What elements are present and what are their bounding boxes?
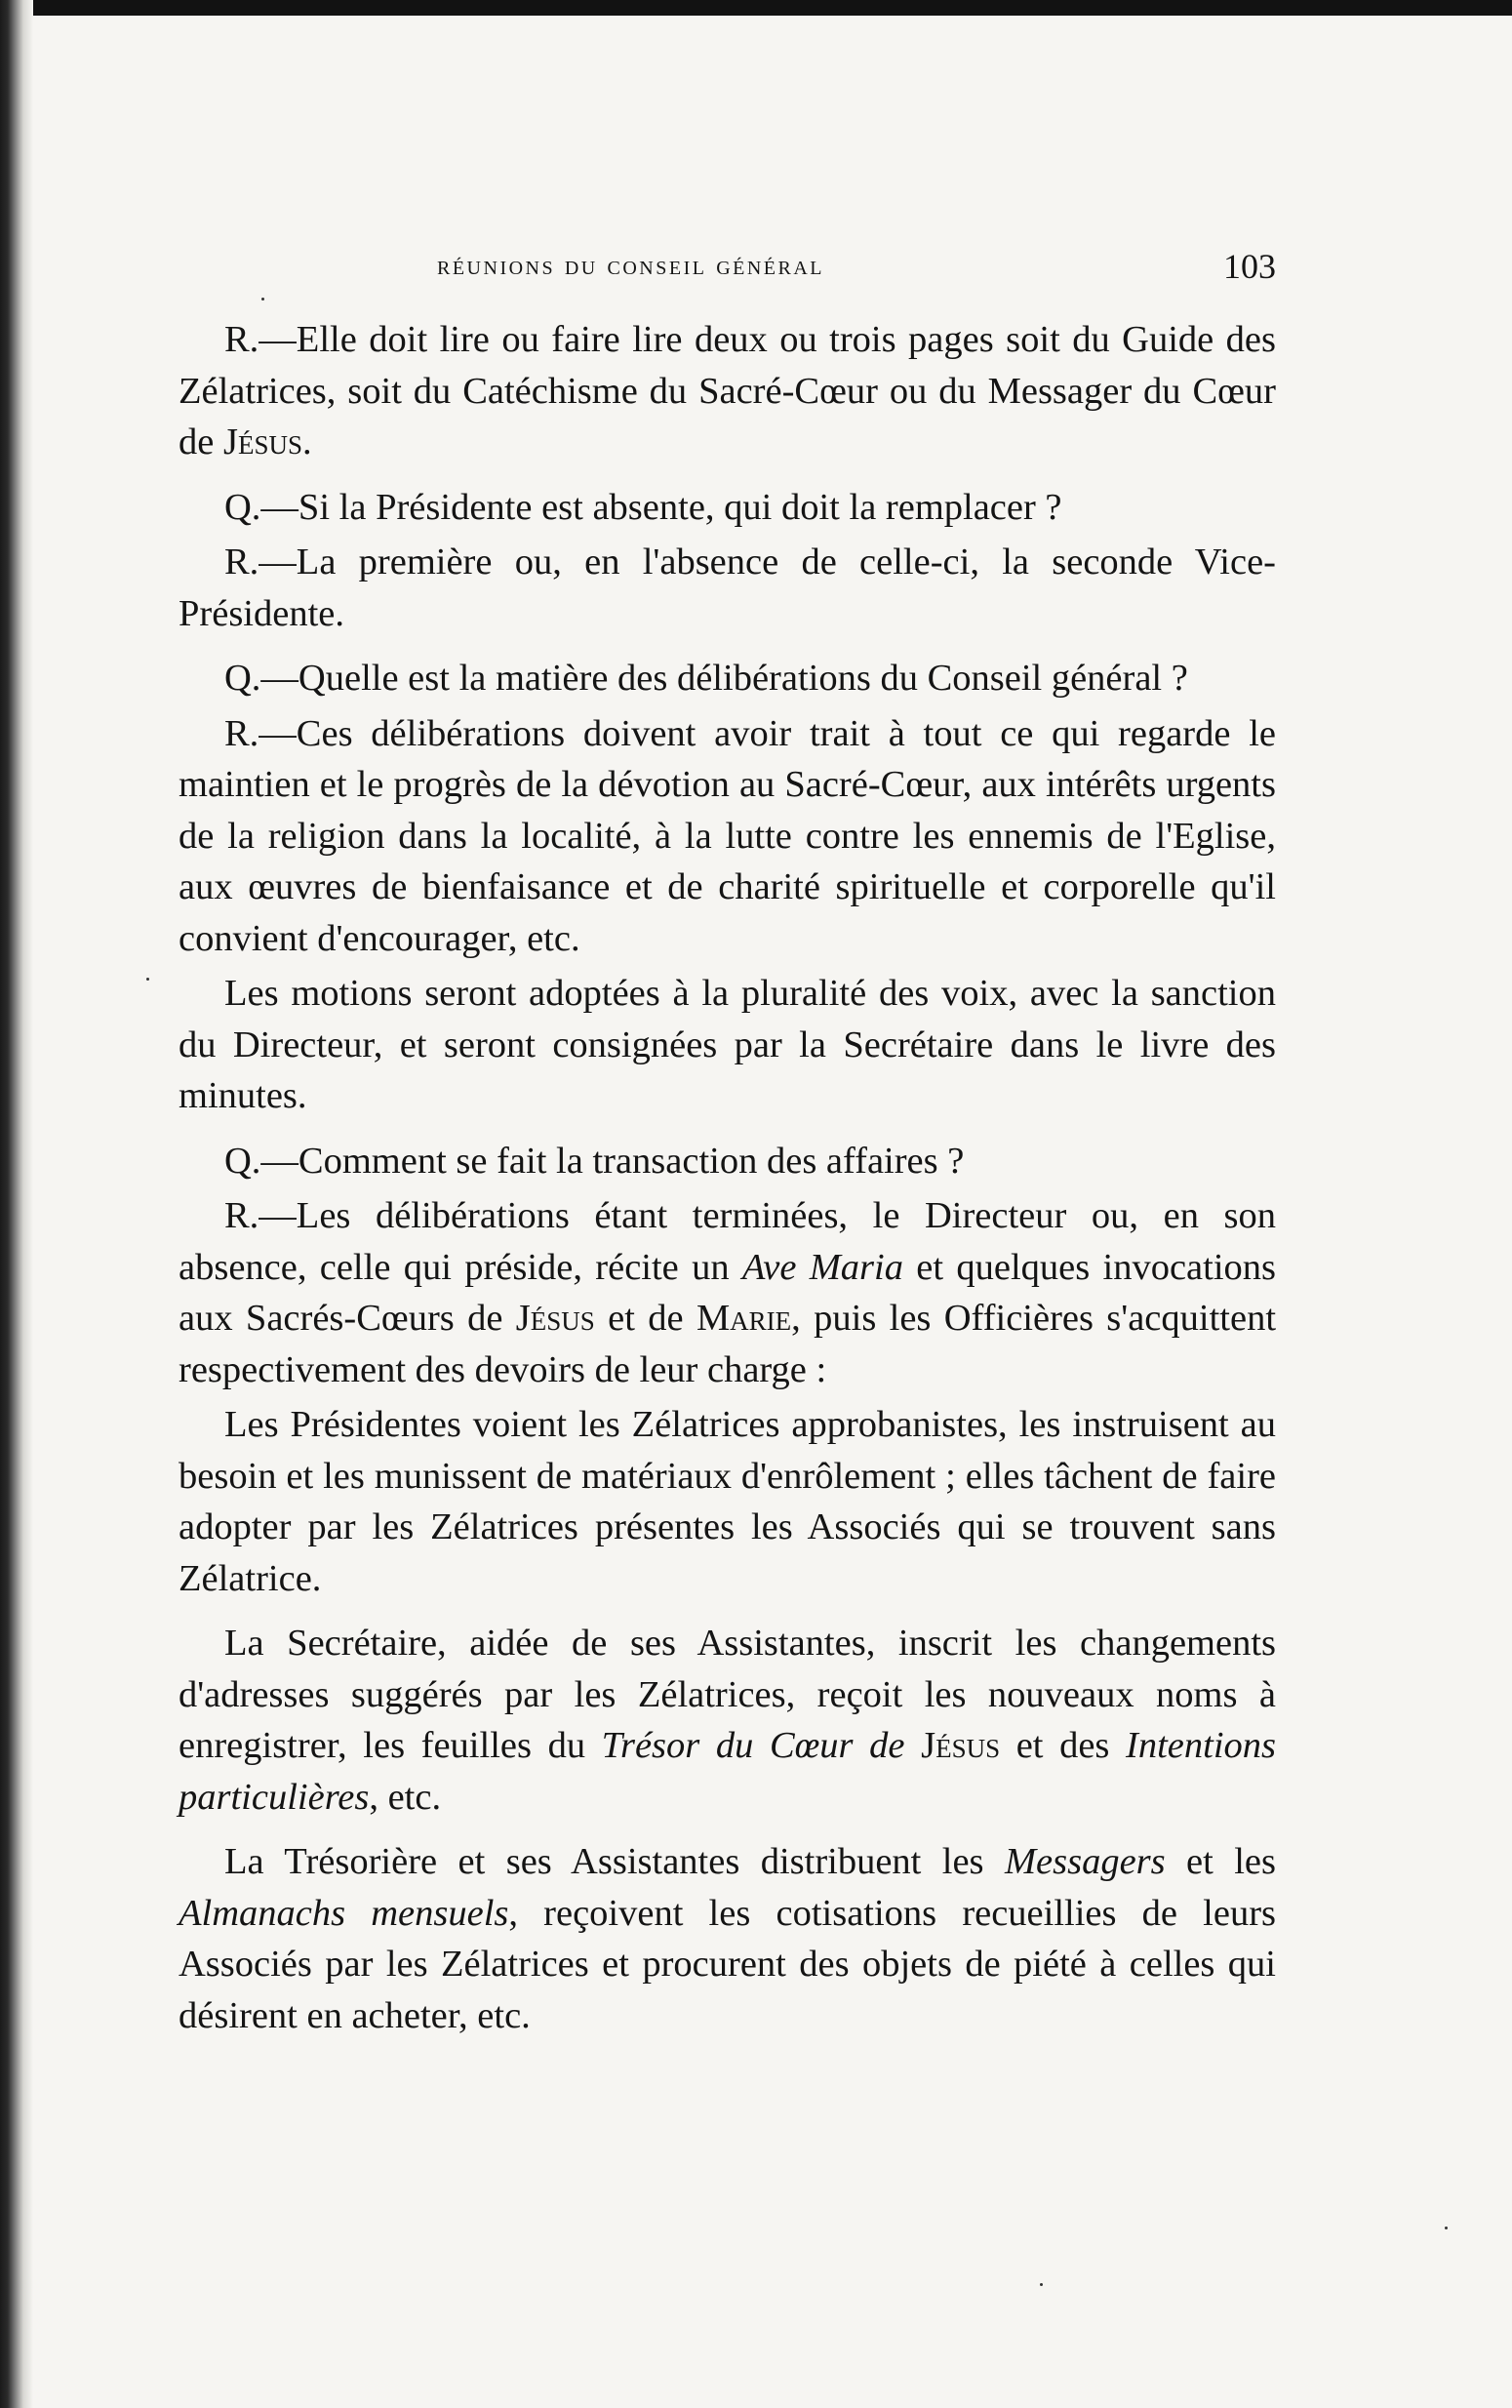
- paragraph-1: [179, 314, 1276, 468]
- text-run: La Trésorière et ses Assistantes distribuent les: [224, 1841, 1005, 1882]
- ink-speck: [146, 978, 149, 981]
- body-text: [179, 314, 1276, 2041]
- small-caps-name: Jésus: [921, 1725, 1001, 1766]
- text-run: et quelques invocations aux Sacrés-Cœurs de: [179, 1246, 1277, 1339]
- running-head: [179, 244, 1276, 293]
- small-caps-name: Jésus: [515, 1298, 595, 1339]
- text-run: et des: [1000, 1725, 1127, 1766]
- text-run: R.—Elle doit lire ou faire lire deux ou trois pages soit du Guide des Zélatrices, soit du Catéchisme du Sacré-Cœur ou du Messager du Cœur de: [179, 319, 1276, 462]
- paragraph-7: Q.—Comment se fait la transaction des affaires ?: [224, 1140, 965, 1182]
- paragraph-4: Q.—Quelle est la matière des délibérations du Conseil général ?: [224, 658, 1188, 699]
- text-run: et les: [1165, 1841, 1276, 1882]
- small-caps-name: Marie: [696, 1298, 792, 1339]
- text-run: et de: [594, 1298, 696, 1339]
- text-run: R.—Les délibérations étant terminées, le Directeur ou, en son absence, celle qui préside, récite un: [179, 1195, 1276, 1288]
- text-run: La Secrétaire, aidée de ses Assistantes, inscrit les changements d'adresses suggérés par les Zélatrices, reçoit les nouveaux noms à enregistrer, les feuilles du: [179, 1623, 1276, 1766]
- paragraph-2: Q.—Si la Présidente est absente, qui doit la remplacer ?: [224, 486, 1062, 528]
- italic-title: Intentions particulières: [179, 1725, 1276, 1818]
- scan-binding-edge: [0, 0, 33, 2408]
- ink-speck: [1040, 2283, 1043, 2286]
- paragraph-9: Les Présidentes voient les Zélatrices approbanistes, les instruisent au besoin et les munissent de matériaux d'enrôlement ; elles tâchent de faire adopter par les Zélatrices présentes les Associés qui se trouvent sans Zélatrice.: [179, 1404, 1276, 1599]
- small-caps-name: Jésus: [222, 421, 302, 462]
- italic-title: Messagers: [1004, 1841, 1166, 1882]
- paragraph-5: R.—Ces délibérations doivent avoir trait à tout ce qui regarde le maintien et le progrès de la dévotion au Sacré-Cœur, aux intérêts urgents de la religion dans la localité, à la lutte contre les ennemis de l'Eglise, aux œuvres de bienfaisance et de charité spirituelle et corporelle qu'il convient d'encourager, etc.: [179, 712, 1276, 959]
- paragraph-3: R.—La première ou, en l'absence de celle-ci, la seconde Vice-Présidente.: [179, 542, 1276, 634]
- paragraph-6: Les motions seront adoptées à la pluralité des voix, avec la sanction du Directeur, et seront consignées par la Secrétaire dans le livre des minutes.: [179, 973, 1276, 1116]
- running-title: réunions du conseil général: [437, 250, 825, 281]
- scan-top-edge: [0, 0, 1512, 16]
- paragraph-11: [179, 1836, 1276, 2041]
- text-run: [904, 1725, 921, 1766]
- italic-title: Trésor du Cœur de: [601, 1725, 905, 1766]
- paragraph-8: [179, 1190, 1276, 1395]
- paragraph-10: [179, 1618, 1276, 1823]
- book-page: [179, 244, 1276, 2045]
- text-run: , reçoivent les cotisations recueillies de leurs Associés par les Zélatrices et procurent des objets de piété à celles qui désirent en acheter, etc.: [179, 1892, 1276, 2036]
- text-run: , puis les Officières s'acquittent respectivement des devoirs de leur charge :: [179, 1298, 1277, 1390]
- text-run: .: [301, 421, 312, 462]
- page-number: 103: [1223, 247, 1276, 286]
- ink-speck: [1445, 2227, 1448, 2229]
- italic-title: Almanachs mensuels: [179, 1892, 509, 1934]
- italic-title: Ave Maria: [741, 1246, 903, 1288]
- text-run: , etc.: [369, 1776, 442, 1818]
